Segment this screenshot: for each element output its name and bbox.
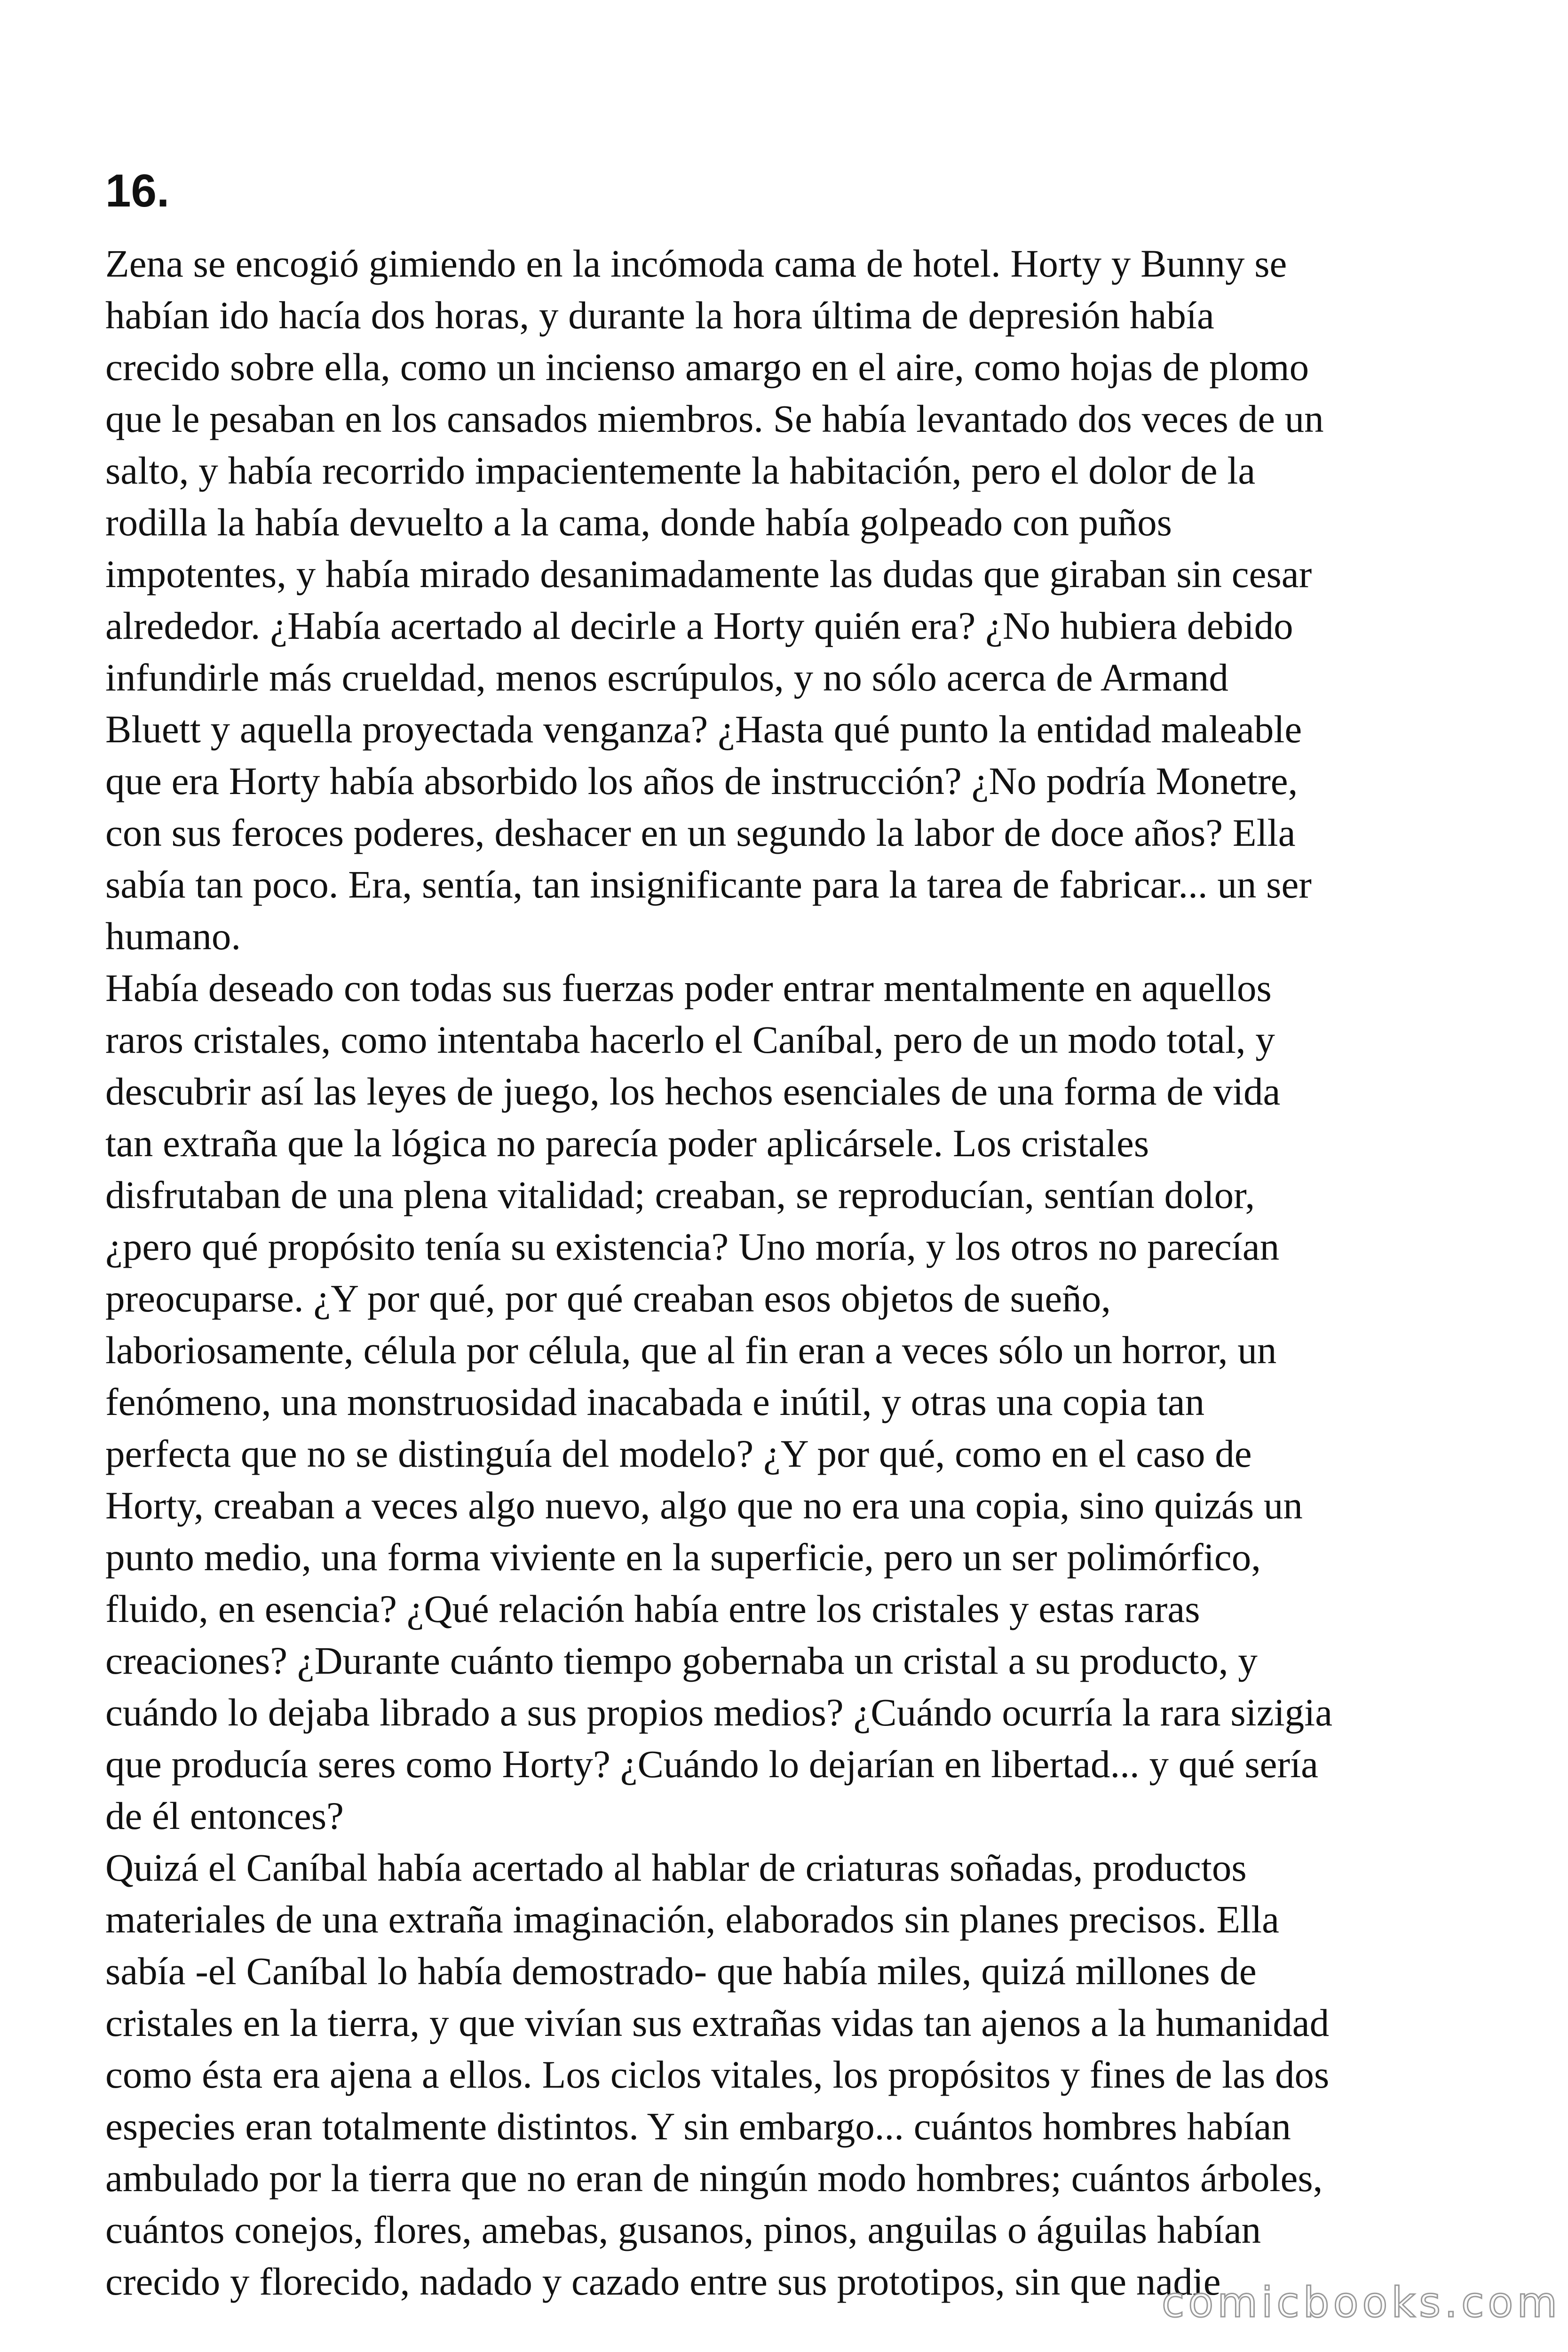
- paragraph-3: [105, 1842, 1469, 2307]
- text-line: especies eran totalmente distintos. Y sin embargo... cuántos hombres habían: [105, 2105, 1291, 2148]
- text-line: de él entonces?: [105, 1794, 344, 1837]
- text-line: punto medio, una forma viviente en la superficie, pero un ser polimórfico,: [105, 1535, 1261, 1579]
- text-line: sabía -el Caníbal lo había demostrado- que había miles, quizá millones de: [105, 1949, 1257, 1993]
- text-line: humano.: [105, 914, 241, 958]
- text-line: salto, y había recorrido impacientemente la habitación, pero el dolor de la: [105, 449, 1256, 492]
- text-line: infundirle más crueldad, menos escrúpulos, y no sólo acerca de Armand: [105, 656, 1228, 699]
- text-line: fluido, en esencia? ¿Qué relación había entre los cristales y estas raras: [105, 1587, 1200, 1630]
- text-line: crecido y florecido, nadado y cazado entre sus prototipos, sin que nadie: [105, 2260, 1221, 2303]
- text-line: raros cristales, como intentaba hacerlo el Caníbal, pero de un modo total, y: [105, 1018, 1275, 1061]
- text-line: sabía tan poco. Era, sentía, tan insignificante para la tarea de fabricar... un ser: [105, 863, 1312, 906]
- text-line: crecido sobre ella, como un incienso amargo en el aire, como hojas de plomo: [105, 345, 1309, 389]
- text-line: Zena se encogió gimiendo en la incómoda cama de hotel. Horty y Bunny se: [105, 242, 1287, 285]
- text-line: que producía seres como Horty? ¿Cuándo lo dejarían en libertad... y qué sería: [105, 1742, 1318, 1786]
- paragraph-2: [105, 962, 1469, 1842]
- text-line: descubrir así las leyes de juego, los hechos esenciales de una forma de vida: [105, 1070, 1281, 1113]
- text-line: cuántos conejos, flores, amebas, gusanos, pinos, anguilas o águilas habían: [105, 2208, 1261, 2251]
- text-line: cristales en la tierra, y que vivían sus extrañas vidas tan ajenos a la humanidad: [105, 2001, 1330, 2044]
- text-line: Quizá el Caníbal había acertado al hablar de criaturas soñadas, productos: [105, 1846, 1247, 1889]
- paragraph-1: [105, 238, 1469, 962]
- text-line: Había deseado con todas sus fuerzas poder entrar mentalmente en aquellos: [105, 966, 1272, 1009]
- text-line: laboriosamente, célula por célula, que al fin eran a veces sólo un horror, un: [105, 1328, 1277, 1372]
- text-line: preocuparse. ¿Y por qué, por qué creaban esos objetos de sueño,: [105, 1277, 1111, 1320]
- text-line: que era Horty había absorbido los años de instrucción? ¿No podría Monetre,: [105, 759, 1298, 803]
- text-line: con sus feroces poderes, deshacer en un segundo la labor de doce años? Ella: [105, 811, 1296, 854]
- text-line: habían ido hacía dos horas, y durante la hora última de depresión había: [105, 294, 1214, 337]
- text-line: rodilla la había devuelto a la cama, donde había golpeado con puños: [105, 501, 1172, 544]
- text-line: perfecta que no se distinguía del modelo? ¿Y por qué, como en el caso de: [105, 1432, 1252, 1475]
- chapter-heading: 16.: [105, 165, 170, 216]
- text-line: cuándo lo dejaba librado a sus propios medios? ¿Cuándo ocurría la rara sizigia: [105, 1691, 1333, 1734]
- text-line: materiales de una extraña imaginación, elaborados sin planes precisos. Ella: [105, 1898, 1279, 1941]
- text-line: impotentes, y había mirado desanimadamente las dudas que giraban sin cesar: [105, 552, 1312, 596]
- text-line: ambulado por la tierra que no eran de ningún modo hombres; cuántos árboles,: [105, 2156, 1323, 2200]
- text-line: Bluett y aquella proyectada venganza? ¿Hasta qué punto la entidad maleable: [105, 707, 1302, 751]
- site-watermark: comicbooks.com: [1162, 2278, 1561, 2327]
- text-line: fenómeno, una monstruosidad inacabada e inútil, y otras una copia tan: [105, 1380, 1205, 1423]
- text-line: ¿pero qué propósito tenía su existencia? Uno moría, y los otros no parecían: [105, 1225, 1280, 1268]
- text-line: creaciones? ¿Durante cuánto tiempo gobernaba un cristal a su producto, y: [105, 1639, 1258, 1682]
- text-line: alrededor. ¿Había acertado al decirle a Horty quién era? ¿No hubiera debido: [105, 604, 1293, 647]
- chapter-body: [105, 238, 1469, 2307]
- text-line: como ésta era ajena a ellos. Los ciclos vitales, los propósitos y fines de las dos: [105, 2053, 1330, 2096]
- text-line: tan extraña que la lógica no parecía poder aplicársele. Los cristales: [105, 1121, 1149, 1165]
- text-line: Horty, creaban a veces algo nuevo, algo que no era una copia, sino quizás un: [105, 1484, 1303, 1527]
- text-line: disfrutaban de una plena vitalidad; creaban, se reproducían, sentían dolor,: [105, 1173, 1255, 1216]
- text-line: que le pesaban en los cansados miembros. Se había levantado dos veces de un: [105, 397, 1324, 440]
